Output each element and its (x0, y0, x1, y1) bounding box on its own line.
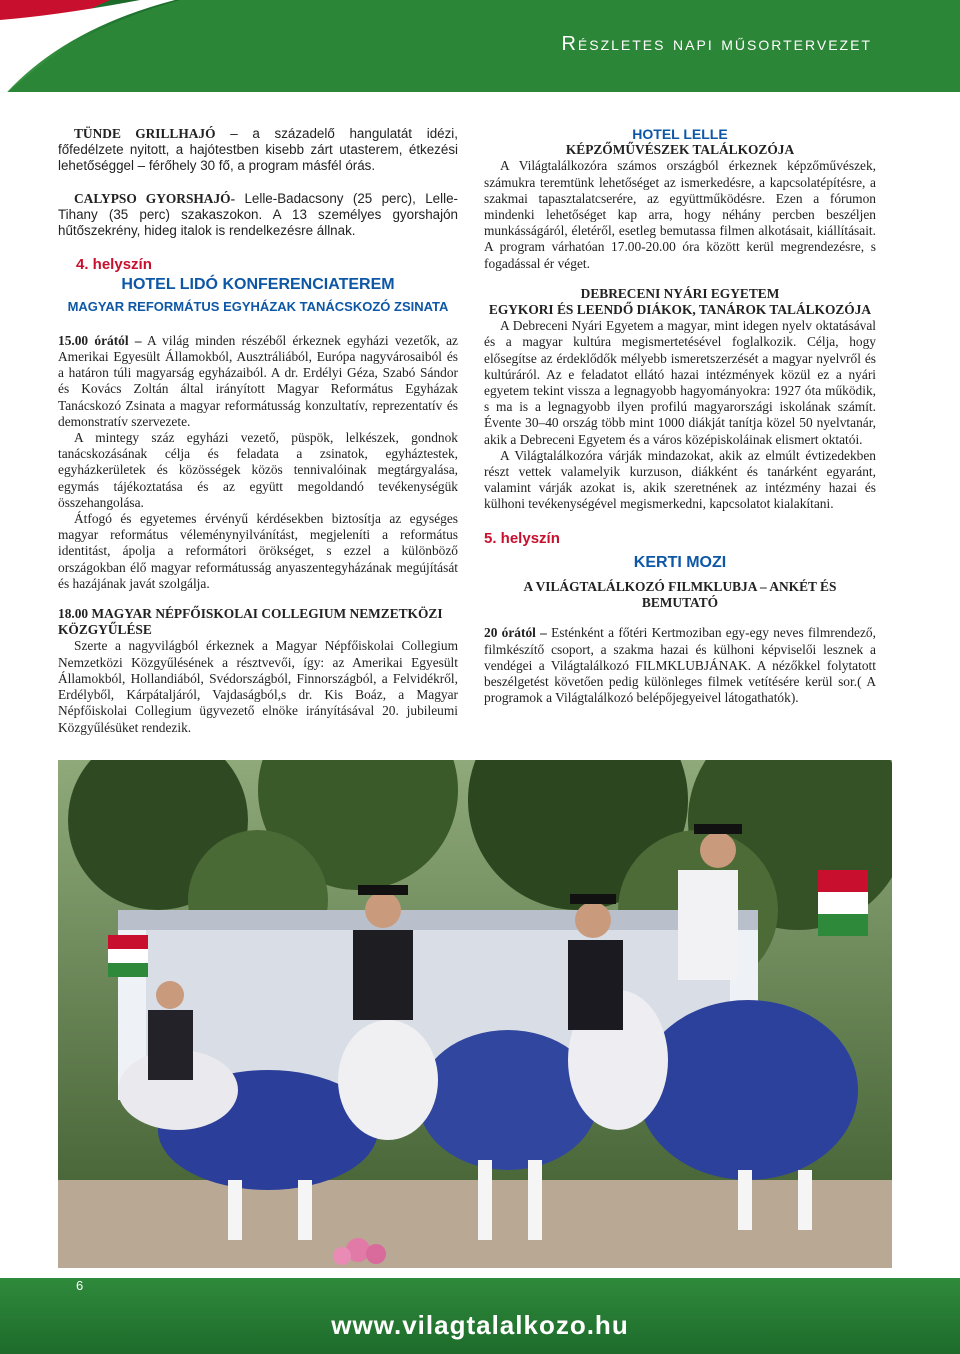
zsinat-text: A világ minden részéből érkeznek egyházi vezetők, az Amerikai Egyesült Államokból, Ausztráliából, Európa nagyvárosaiból és a határon túli magyarság egyházaiból. A dr. Erdélyi Géza, Szabó Sándor és Kovács Zoltán által irányított Magyar Református Egyházak Tanácskozó Zsinata a magyar reformátusság konzultatív, reprezentatív és demonstratív szervezete. (58, 332, 458, 429)
right-column (484, 126, 876, 707)
footer-url[interactable]: www.vilagtalalkozo.hu (331, 1310, 629, 1340)
paragraph-kepzo: A Világtalálkozóra számos országból érkeznek képzőművészek, számukra teremtünk lehetőséget az ismerkedésre, a kapcsolatépítésre, a szakmai tapasztalatcserére, az együttműködésre. Ezen a fórumon mindenki lehetőséget kap arra, hogy néhány percben beszéljen munkásságáról, életéről, esetleg bemutassa filmen alkotásait, kiállításait. A program várhatóan 17.00-20.00 óra között kerül megrendezésre, s fogadással ér véget. (484, 158, 876, 271)
paragraph-debrecen-2: A Világtalálkozóra várják mindazokat, akik az elmúlt évtizedekben részt vettek valamelyik kurzuson, diákként és tanárként egyaránt, valamint várják azokat is, akik szeretnének az intézmény hazai és külhoni tevékenységével megismerkedni, kapcsolatot kialakítani. (484, 447, 876, 512)
kepzo-heading: KÉPZŐMŰVÉSZEK TALÁLKOZÓJA (565, 142, 795, 158)
hotel-lelle-title: HOTEL LELLE (632, 126, 728, 142)
page-title: Részletes napi műsortervezet (561, 33, 872, 55)
tunde-text: – a századelő hangulatát idézi, főfedélzete nyitott, a hajótestben kisebb zárt utasterem, étkezési lehetőséggel – férőhely 30 fő, a program másfél órás. (58, 126, 458, 174)
paragraph-tunde (58, 126, 458, 175)
heading-kozgyules: 18.00 MAGYAR NÉPFŐISKOLAI COLLEGIUM NEMZETKÖZI KÖZGYŰLÉSE (58, 606, 443, 638)
page-number: 6 (76, 1278, 84, 1293)
location-5-label: 5. helyszín (484, 529, 560, 547)
paragraph-zsinat (58, 333, 458, 430)
kerti-mozi-title: KERTI MOZI (633, 553, 727, 571)
calypso-title: CALYPSO GYORSHAJÓ- (74, 190, 236, 206)
paragraph-debrecen-1: A Debreceni Nyári Egyetem a magyar, mint idegen nyelv oktatásával és a magyar kultúra megismertetésével foglalkozik. Célja, hogy elősegítse az érdeklődők mélyebb ismeretszerzését a magyar nyelvről és kultúráról. Az e feladatot ellátó hazai intézmények közül ez a nyári egyetem tekint vissza a legnagyobb hagyományokra: 1927 óta működik, s ma is a legnagyobb ilyen profilú magyarországi iskolának számít. Évente 30–40 ország több mint 1000 diákját tanítja közel 50 nyelvtanár, akik a Debreceni Egyetem és a város középiskoláinak elismert oktatói. (484, 318, 876, 447)
paragraph-filmklub (484, 625, 876, 706)
paragraph-calypso (58, 191, 458, 240)
paragraph-kozgyules: Szerte a nagyvilágból érkeznek a Magyar Népfőiskolai Collegium Nemzetközi Közgyűlésének a résztvevői, így: az Amerikai Egyesült Államokból, Hollandiából, Svédországból, Finnországból, a Felvidékről, Erdélyből, Kárpátaljáról, Vajdaságból,s dr. Kis Boáz, a Magyar Népfőiskolai Collegium ügyvezető elnöke irányításával 20. jubileumi Közgyűlésüket rendezik. (58, 638, 458, 735)
filmklub-text: Esténként a főtéri Kertmoziban egy-egy neves filmrendező, filmkészítő csoport, a szakma hazai és külhoni képviselői lesznek a vendégei a Világtalálkozó FILMKLUBJÁNAK. A nézőkkel folytatott beszélgetést követően pedig különleges filmek vetítésére kerül sor.( A programok a Világtalálkozó belépőjegyeivel látogathatók). (484, 625, 876, 706)
paragraph-zsinat-3: Átfogó és egyetemes érvényű kérdésekben biztosítja az egységes magyar református véleménynyilvánítást, megjeleníti a református identitást, ápolja a reformátori örökséget, s ezzel a különböző országokban élő magyar reformátusság anyaszentegyházának megújítását és hazájának javát szolgálja. (58, 511, 458, 591)
tunde-title: TÜNDE GRILLHAJÓ (74, 126, 216, 141)
debrecen-subheading: EGYKORI ÉS LEENDŐ DIÁKOK, TANÁROK TALÁLKOZÓJA (488, 302, 872, 318)
filmklub-time: 20 órától – (484, 625, 547, 641)
folk-dance-photo (58, 760, 892, 1268)
debrecen-heading: DEBRECENI NYÁRI EGYETEM (580, 285, 780, 301)
location-4-label: 4. helyszín (76, 256, 152, 274)
folk-dance-illustration (58, 760, 892, 1268)
location-4-subtitle: MAGYAR REFORMÁTUS EGYHÁZAK TANÁCSKOZÓ ZSINATA (67, 298, 449, 314)
location-4-title: HOTEL LIDÓ KONFERENCIATEREM (121, 276, 395, 294)
left-column (58, 126, 458, 736)
calypso-text: Lelle-Badacsony (25 perc), Lelle-Tihany (35 perc) szakaszokon. A 13 személyes gyorshajón hűtőszekrény, hideg italok is rendelkezésre állnak. (58, 190, 458, 239)
paragraph-zsinat-2: A mintegy száz egyházi vezető, püspök, lelkészek, gondnok tanácskozásának célja és feladata a zsinatok, egyháztestek, egyházkerületek és közösségek közös tennivalóinak megtárgyalása, egymás tájékoztatása és az együtt megoldandó tevékenységük összehangolása. (58, 430, 458, 510)
zsinat-time: 15.00 órától – (58, 332, 142, 348)
filmklub-heading: A VILÁGTALÁLKOZÓ FILMKLUBJA – ANKÉT ÉS BEMUTATÓ (523, 579, 837, 611)
